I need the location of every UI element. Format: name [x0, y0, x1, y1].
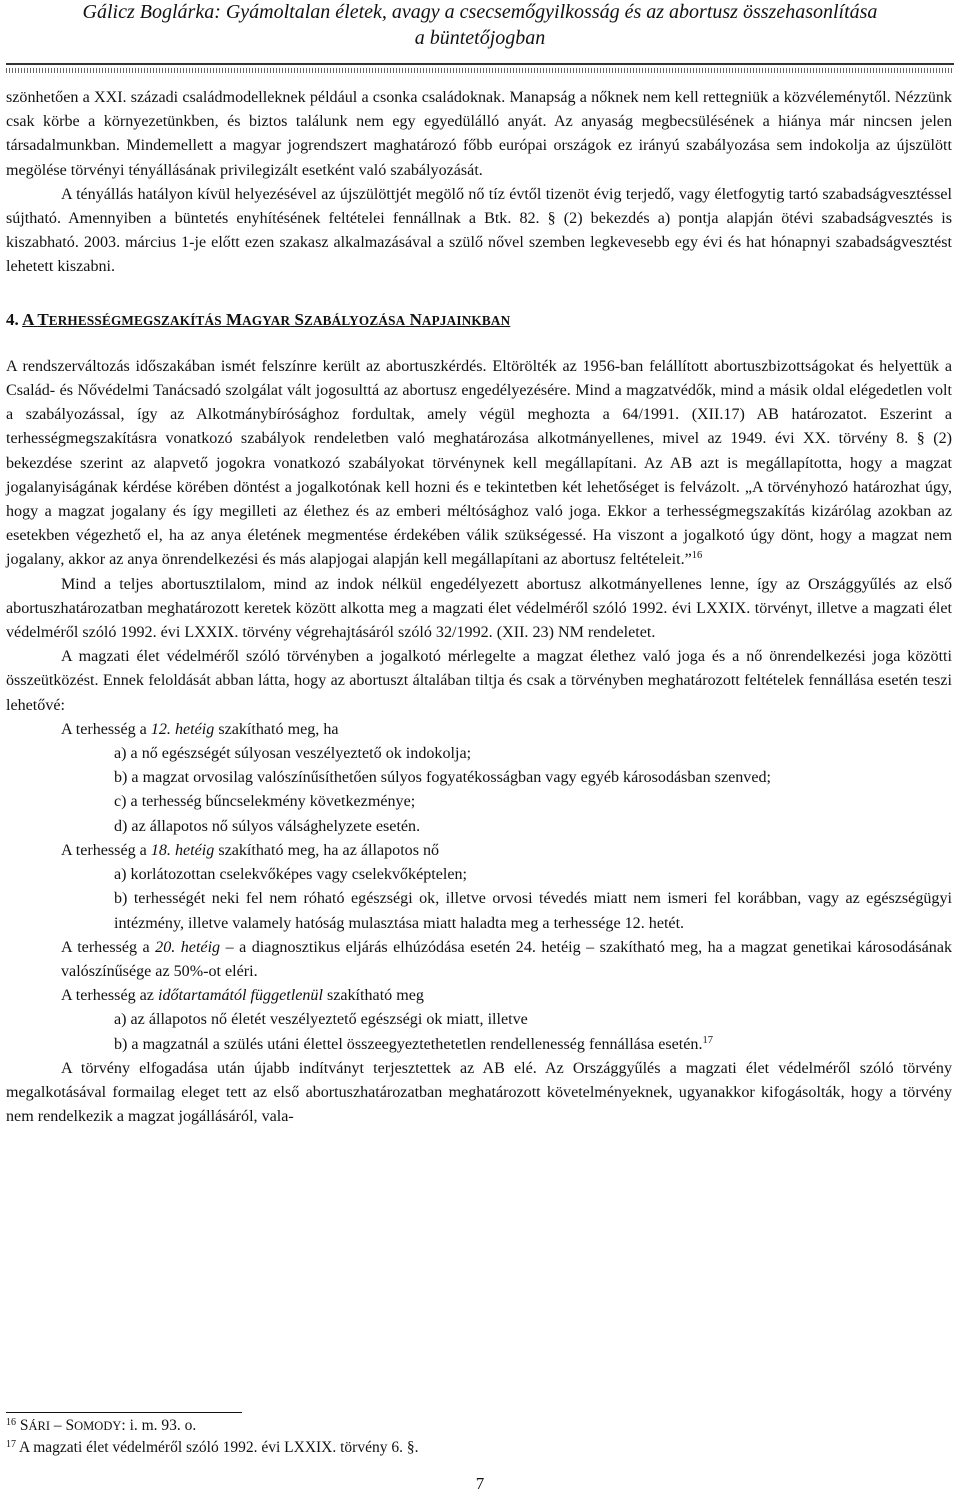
- paragraph: A magzati élet védelméről szóló törvényben a jogalkotó mérlegelte a magzat élethez való joga és a nő önrendelkezési joga közötti összeütközést. Ennek feloldását abban látta, hogy az abortuszt általában tiltja és csak a törvényben meghatározott feltételek fennállása esetén teszi lehetővé:: [6, 648, 952, 714]
- body-text: [6, 86, 952, 1129]
- list-item: b) a magzat orvosilag valószínűsíthetően súlyos fogyatékosságban vagy egyéb károsodásban szenved;: [114, 769, 771, 787]
- list-item: b) a magzatnál a szülés utáni élettel összeegyeztethetetlen rendellenesség fennállása esetén.$^{17}$: [114, 1034, 713, 1053]
- paragraph: A tényállás hatályon kívül helyezésével az újszülöttjét megölő nő tíz évtől tizenöt évig terjedő, vagy életfogytig tartó szabadságvesztéssel sújtható. Amennyiben a büntetés enyhítésének feltételei fennállnak a Btk. 82. § (2) bekezdés a) pontja alapján ötévi szabadságvesztés is kiszabható. 2003. március 1-je előtt ezen szakasz alkalmazásával a szülő nővel szemben legkevesebb egy évi és hat hónapnyi szabadságvesztést lehetett kiszabni.: [6, 185, 952, 276]
- footnotes: [6, 1415, 952, 1459]
- list-intro-12-weeks: A terhesség a 12. hetéig szakítható meg, ha: [61, 720, 339, 738]
- footnote-16: $^{16}$ SÁRI – SOMODY: i. m. 93. o.: [6, 1417, 197, 1434]
- paragraph-continuation: szönhetően a XXI. századi családmodelleknek például a csonka családoknak. Manapság a nőknek nem kell rettegniük a közvéleménytől. Nézzünk csak körbe a környezetünkben, és biztos találunk nem egy egyedülálló anyát. Az anyaság megbecsülésének a hiánya már nincsen jelen társadalmunkban. Mindemellett a magyar jogrendszert maghatározó főbb európai országok ez irányú szabályozása sem indokolja az újszülött megölése törvényi tényállásának privilegizált esetként való szabályozását.: [6, 89, 952, 179]
- list-item: c) a terhesség bűncselekmény következménye;: [114, 793, 416, 811]
- list-item: d) az állapotos nő súlyos válsághelyzete esetén.: [114, 817, 421, 835]
- footnote-ref-17[interactable]: 17: [702, 1034, 713, 1046]
- paragraph: Mind a teljes abortusztilalom, mind az indok nélkül engedélyezett abortusz alkotmányellenes lenne, így az Országgyűlés az első abortuszhatározatban meghatározott keretek között alkotta meg a magzati élet védelméről szóló 1992. évi LXXIX. törvényt, illetve a magzati élet védelméről szóló 1992. évi LXXIX. törvény végrehajtásáról szóló 32/1992. (XII. 23) NM rendeletet.: [6, 575, 952, 642]
- footnote-separator: [6, 1412, 242, 1413]
- paragraph: A törvény elfogadása után újabb indítványt terjesztettek az AB elé. Az Országgyűlés a magzati élet védelméről szóló törvény megalkotásával formailag eleget tett az első abortuszhatározatban meghatározott követelményeknek, ugyanakkor kifogásolták, hogy a törvény nem rendelkezik a magzat jogállásáról, vala-: [6, 1059, 952, 1126]
- running-header-line1: Gálicz Boglárka: Gyámoltalan életek, avagy a csecsemőgyilkosság és az abortusz összehasonlítása: [82, 1, 878, 23]
- page-number: 7: [475, 1474, 485, 1493]
- list-item: a) korlátozottan cselekvőképes vagy cselekvőképtelen;: [114, 866, 468, 884]
- running-header-line2: a büntetőjogban: [414, 27, 546, 49]
- paragraph-20-weeks: A terhesség a 20. hetéig – a diagnosztikus eljárás elhúzódása esetén 24. hetéig – szakítható meg, ha a magzat genetikai károsodásának valószínűsége az 50%-ot eléri.: [61, 938, 953, 980]
- list-item: a) az állapotos nő életét veszélyeztető egészségi ok miatt, illetve: [114, 1011, 528, 1029]
- footnote-17: $^{17}$ A magzati élet védelméről szóló 1992. évi LXXIX. törvény 6. §.: [6, 1439, 419, 1456]
- footnote-ref-16[interactable]: 16: [691, 550, 703, 562]
- list-item: b) terhességét neki fel nem róható egészségi ok, illetve orvosi tévedés miatt nem ismeri fel korábban, vagy az egészségügyi intézmény, illetve valamely hatóság mulasztása miatt haladta meg a terhessége 12. hetét.: [114, 890, 952, 932]
- header-rule: [6, 63, 954, 73]
- list-item: a) a nő egészségét súlyosan veszélyeztető ok indokolja;: [114, 745, 472, 763]
- list-intro-any-time: A terhesség az időtartamától függetlenül szakítható meg: [61, 987, 424, 1005]
- list-intro-18-weeks: A terhesség a 18. hetéig szakítható meg, ha az állapotos nő: [61, 841, 440, 859]
- section-heading: 4. A TERHESSÉGMEGSZAKÍTÁS MAGYAR SZABÁLYOZÁSA NAPJAINKBAN: [6, 309, 511, 329]
- paragraph: A rendszerváltozás időszakában ismét felszínre került az abortuszkérdés. Eltörölték az 1956-ban felállított abortuszbizottságokat és helyettük a Család- és Nővédelmi Tanácsadó szolgálat vált jogosulttá az abortusz engedélyezésére. Mind a magzatvédők, mind a másik oldal elégedetlen volt a szabályozással, így az Alkotmánybírósághoz fordultak, amely végül meghozta a 64/1991. (XII.17) AB határozatot. Eszerint a terhességmegszakításra vonatkozó szabályok rendeletben való meghatározása alkotmányellenes, mivel az 1949. évi XX. törvény 8. § (2) bekezdése szerint az alapvető jogokra vonatkozó szabályokat törvénynek kell megállapítani. Az AB azt is megállapította, hogy a magzat jogalanyiságának kérdése körében döntést a jogalkotónak kell hozni és e tekintetben két lehetőséget is felvázolt. „A törvényhozó határozhat úgy, hogy a magzat jogalany és így megilleti az élethez és az emberi méltósághoz való joga. Ekkor a terhességmegszakítás kizárólag azokban az esetekben végezhető el, ha az anya életének megmentése érdekében válik szükségessé. Ha viszont a jogalkotó úgy dönt, hogy a magzat nem jogalany, akkor az anya önrendelkezési és más alapjogai alapján kell megállapítani az abortusz feltételeit.”$^{16}$: [6, 357, 952, 569]
